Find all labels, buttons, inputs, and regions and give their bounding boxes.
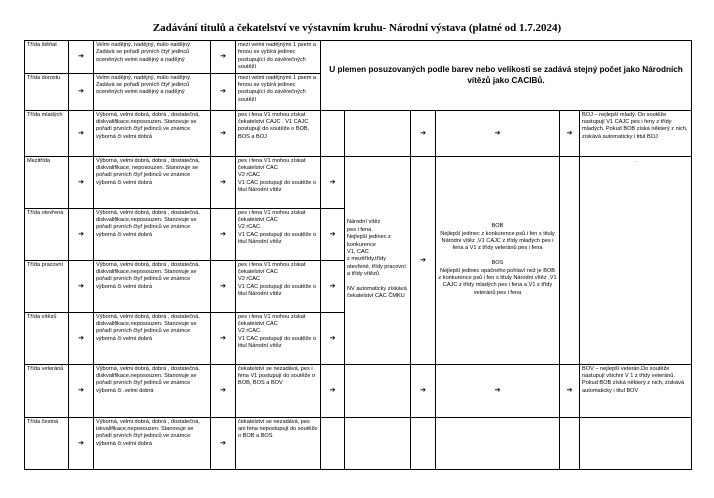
rating-text: Výborná, velmi dobrá, dobrá , dostatečná, diskvalifikace,neposouzen. Stanovuje se pořadí prvních čtyř jedinců ve známce výborná či velmi dobrá [94, 110, 211, 156]
arrow-icon: ➔ [211, 417, 236, 469]
arrow-icon: ➔ [69, 208, 94, 260]
header-note: U plemen posuzovaných podle barev nebo velikosti se zadává stejný počet jako Národních vítězů jako CACIBů. [321, 41, 692, 111]
empty-cell [345, 110, 411, 156]
arrow-icon: ➔ [321, 260, 345, 312]
title-text: pes i fena V1 mohou získat čekatelství CAC V2 rCAC V1 CAC postupují do soutěže o titul Národní vítěz [236, 312, 321, 364]
arrow-icon: ➔ [211, 208, 236, 260]
class-label: Třída štěňat [25, 41, 69, 74]
document-title: Zadávání titulů a čekatelství ve výstavním kruhu- Národní výstava (platné od 1.7.2024) [152, 22, 562, 34]
arrow-icon: ➔ [211, 364, 236, 417]
arrow-icon: ➔ [436, 110, 560, 156]
rating-text: Výborná, velmi dobrá, dobrá , dostatečná, diskvalifikace,neposouzen. Stanovuje se pořadí prvních čtyř jedinců ve známce výborná či .velmi dobrá [94, 364, 211, 417]
title-text: čekatelství se nezadává, pes i fena V1 postupují do soutěže o BOB, BOS a BOV [236, 364, 321, 417]
title-text: pes i fena V1 mohou získat čekatelství CAJC . V1 CAJC postupují do soutěže o BOB, BOS a BOJ [236, 110, 321, 156]
empty-cell [560, 156, 580, 364]
arrow-icon: ➔ [69, 41, 94, 74]
rating-text: Výborná, velmi dobrá, dobrá , dostatečná, diskvalifikace,neposouzen. Stanovuje se pořadí prvních čtyř jedinců ve známce výborná či velmi dobrá [94, 208, 211, 260]
row-stenat [25, 41, 692, 74]
rules-table [24, 40, 692, 470]
empty-cell [321, 417, 345, 469]
empty-cell [436, 417, 560, 469]
title-text: pes i fena V1 mohou získat čekatelství CAC V2 rCAC V1 CAC postupují do soutěže o titul Národní vítěz [236, 208, 321, 260]
title-text: pes i fena V1 mohou získat čekatelství CAC V2 rCAC V1 CAC postupují do soutěže o titul Národní vítěz [236, 156, 321, 208]
arrow-icon: ➔ [69, 110, 94, 156]
empty-cell [345, 364, 411, 417]
arrow-icon: ➔ [69, 364, 94, 417]
title-text: čekatelství se nezadává, pes ani fena nepostupují do soutěže o BOB a BOS [236, 417, 321, 469]
rating-text: Výborná, velmi dobrá, dobrá , dostatečná, diskvalifikace, neposouzen. Stanovuje se pořadí prvních čtyř jedinců ve známce výborná či velmi dobrá [94, 156, 211, 208]
arrow-icon: ➔ [321, 156, 345, 208]
rating-text: Velmi nadějný, nadějný, málo nadějný. Zadává se pořadí prvních čtyř jedinců oceněných velmi nadějný a nadějný [94, 73, 211, 110]
row-cestna [25, 417, 692, 469]
arrow-icon: ➔ [211, 312, 236, 364]
class-label: Třída otevřená [25, 208, 69, 260]
arrow-icon: ➔ [411, 110, 436, 156]
class-label: Třída čestná [25, 417, 69, 469]
class-label: Třída mladých [25, 110, 69, 156]
bob-bos-text: BOB Nejlepší jedinec z konkurence psů i fen s tituly Národní vítěz ,V1 CAJC z třídy mladých pes i fena a V1 z třídy veteránů pes i fena BOS Nejlepší jedinec opačného pohlaví než je BOB z konkurence psů i fen s tituly Národní vítěz ,V1 CAJC z třídy mladých pes i fena a V1 z třídy veteránů pes i fena [436, 156, 560, 364]
class-label: Mezitřída [25, 156, 69, 208]
rating-text: Výborná, velmi dobrá, dobrá , dostatečná, diskvalifikace,neposouzen. Stanovuje se pořadí prvních čtyř jedinců ve známce výborná či velmi dobrá [94, 260, 211, 312]
arrow-icon: ➔ [69, 73, 94, 110]
national-winner-text: Národní vítěz pes i fena Nejlepší jedinec z konkurence V1, CAC z mezitřídy,třídy otevřené, třídy pracovní a třídy vítězů NV automaticky získává čekatelství CAC ČMKU [345, 156, 411, 364]
arrow-icon: ➔ [211, 73, 236, 110]
bov-text: BOV – nejlepší veterán.Do soutěže nastupují všichni V 1 z třídy veteránů. Pokud BOB získá některý z nich, získává automaticky i titul BOV [580, 364, 692, 417]
class-label: Třída vítězů [25, 312, 69, 364]
empty-cell [580, 417, 692, 469]
boj-text: BOJ – nejlepší mladý. Do soutěže nastupují V1 CAJC pes i feny z třídy mladých. Pokud BOB získá některý z nich, získává automaticky i titul BOJ [580, 110, 692, 156]
arrow-icon: ➔ [69, 156, 94, 208]
rating-text: Výborná, velmi dobrá, dobrá , dostatečná, diskvalifikace,neposouzen. Stanovuje se pořadí prvních čtyř jedinců ve známce výborná či velmi dobrá [94, 312, 211, 364]
dot-mark: . [580, 156, 692, 364]
rating-text: Velmi nadějný, nadějný, málo nadějný. Zadává se pořadí prvních čtyř jedinců oceněných velmi nadějný a nadějný [94, 41, 211, 74]
arrow-icon: ➔ [321, 208, 345, 260]
arrow-icon: ➔ [211, 41, 236, 74]
rating-text: Výborná, velmi dobrá, dobrá , dostatečná, iskvalifikace,neposouzen. Stanovuje se pořadí prvních čtyř jedinců ve známce výborná či velmi dobrá [94, 417, 211, 469]
class-label: Třída pracovní [25, 260, 69, 312]
arrow-icon: ➔ [69, 260, 94, 312]
row-veteranu [25, 364, 692, 417]
arrow-icon: ➔ [211, 260, 236, 312]
empty-cell [321, 110, 345, 156]
title-text: pes i fena V1 mohou získat čekatelství CAC V2 rCAC V1 CAC postupují do soutěže o titul Národní vítěz [236, 260, 321, 312]
empty-cell [345, 417, 411, 469]
title-text: mezi velmi nadějnými 1 psem a fenou se vybírá jedinec postupující do závěrečných soutěží [236, 73, 321, 110]
arrow-icon: ➔ [211, 156, 236, 208]
arrow-icon: ➔ [411, 156, 436, 364]
arrow-icon: ➔ [69, 417, 94, 469]
row-mezi [25, 156, 692, 208]
arrow-icon: ➔ [436, 364, 560, 417]
arrow-icon: ➔ [560, 110, 580, 156]
arrow-icon: ➔ [321, 312, 345, 364]
arrow-icon: ➔ [411, 364, 436, 417]
row-mladi [25, 110, 692, 156]
arrow-icon: ➔ [560, 364, 580, 417]
arrow-icon: ➔ [321, 364, 345, 417]
arrow-icon: ➔ [211, 110, 236, 156]
empty-cell [411, 417, 436, 469]
title-text: mezi velmi nadějnými 1 psem a fenou se vybírá jedinec postupující do závěrečných soutěží [236, 41, 321, 74]
class-label: Třída dorostu [25, 73, 69, 110]
class-label: Třída veteránů [25, 364, 69, 417]
arrow-icon: ➔ [69, 312, 94, 364]
empty-cell [560, 417, 580, 469]
